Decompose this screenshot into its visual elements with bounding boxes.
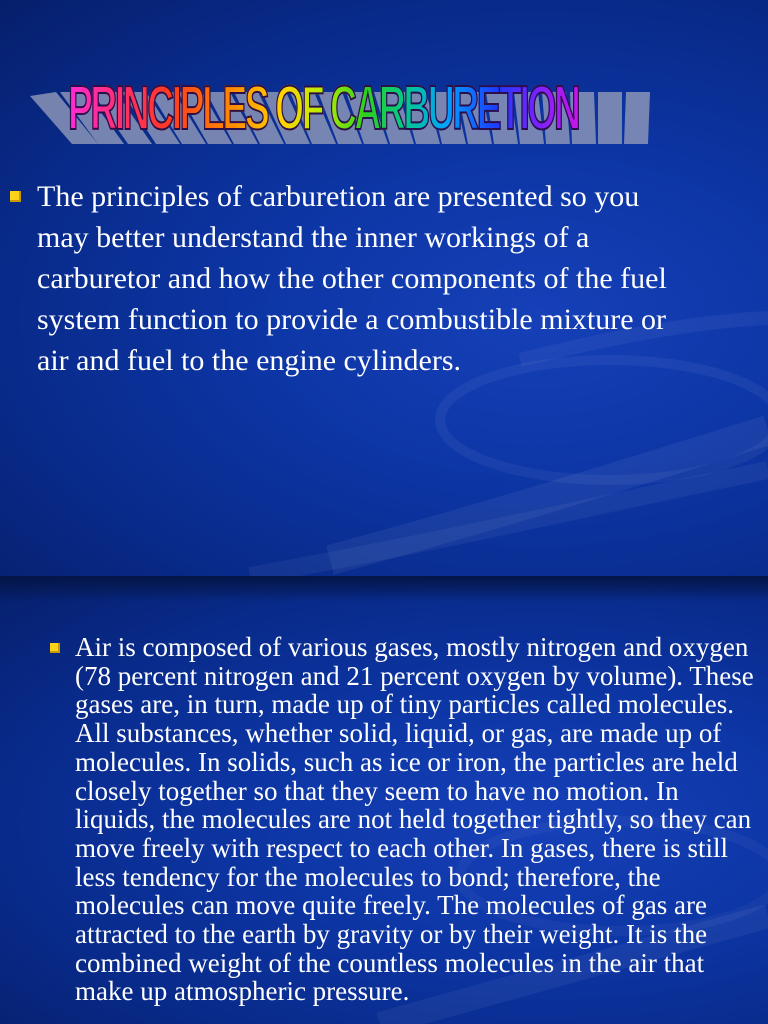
bullet-list — [75, 633, 763, 1006]
bullet-item — [37, 176, 687, 381]
bullet-text: The principles of carburetion are presented so you may better understand the inner workings of a carburetor and how the other components of the fuel system function to provide a combustible mixture or air and fuel to the engine cylinders. — [37, 180, 667, 377]
bullet-item — [75, 633, 763, 1006]
slide-title: PRINCIPLES OF CARBURETION — [68, 74, 579, 143]
slide-2 — [0, 576, 768, 1024]
square-bullet-icon — [50, 643, 60, 653]
slide-top-edge — [0, 576, 768, 602]
bullet-list — [37, 176, 687, 381]
bullet-text: Air is composed of various gases, mostly nitrogen and oxygen (78 percent nitrogen and 21 percent oxygen by volume). These gases are, in turn, made up of tiny particles called molecules. All substances, whether solid, liquid, or gas, are made up of molecules. In solids, such as ice or iron, the particles are held closely together so that they seem to have no motion. In liquids, the molecules are not held together tightly, so they can move freely with respect to each other. In gases, there is still less tendency for the molecules to bond; therefore, the molecules can move quite freely. The molecules of gas are attracted to the earth by gravity or by their weight. It is the combined weight of the countless molecules in the air that make up atmospheric pressure. — [75, 632, 754, 1007]
title-area — [0, 34, 768, 144]
square-bullet-icon — [10, 191, 21, 202]
